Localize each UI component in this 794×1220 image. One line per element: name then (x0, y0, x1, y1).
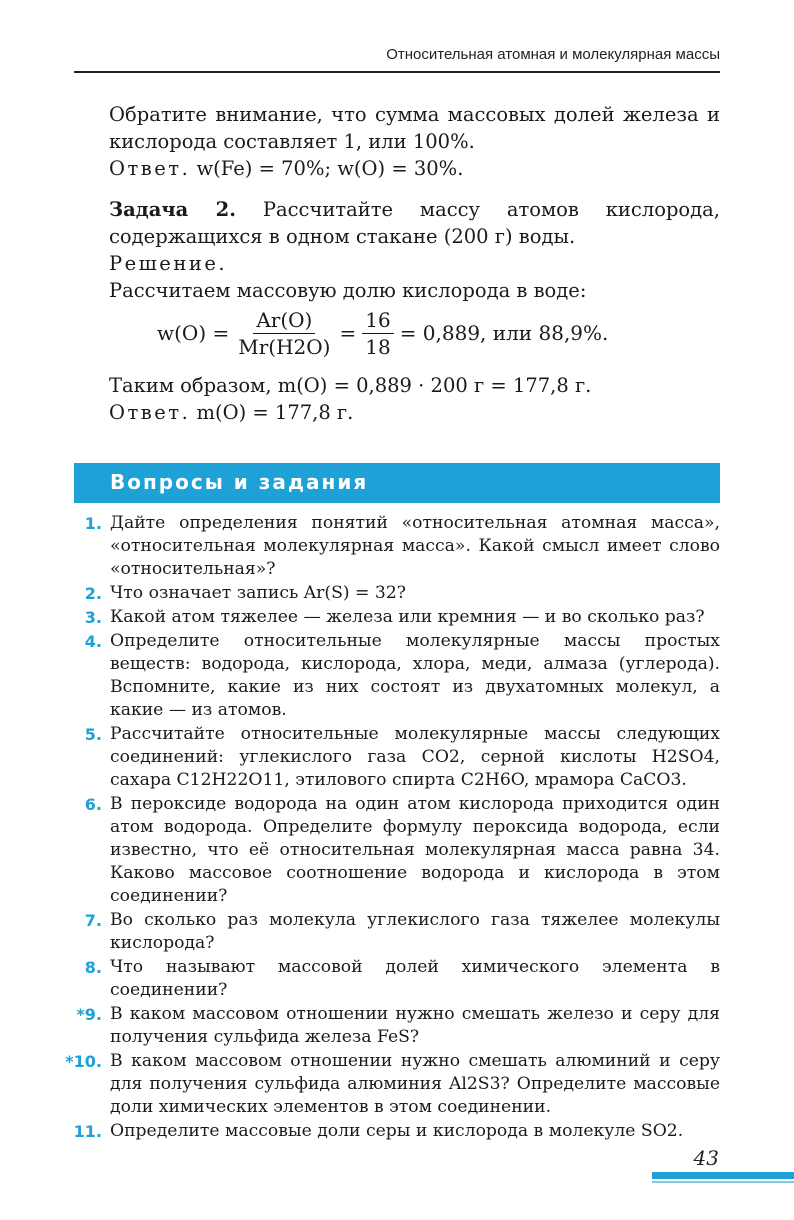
question-text: Во сколько раз молекула углекислого газа тяжелее молекулы кислорода? (110, 910, 720, 953)
fraction-ar-mr (235, 308, 333, 359)
formula-equals: = (339, 321, 357, 345)
section-title: Вопросы и задания (110, 470, 369, 494)
intro-answer (109, 155, 720, 182)
question-item (62, 1050, 720, 1119)
question-number: 4. (84, 632, 102, 651)
question-item (62, 512, 720, 581)
question-item (62, 793, 720, 908)
section-header-bar (74, 463, 720, 503)
question-number: 7. (84, 911, 102, 930)
question-text: Какой атом тяжелее — железа или кремния — и во сколько раз? (110, 607, 705, 627)
task2-statement (109, 196, 720, 250)
question-item (62, 1120, 720, 1143)
question-number: 5. (84, 725, 102, 744)
task2-block (109, 196, 720, 304)
question-number: 6. (84, 795, 102, 814)
task2-text: Рассчитайте массу атомов кислорода, содержащихся в одном стакане (200 г) воды. (109, 198, 720, 248)
answer-text: w(Fe) = 70%; w(O) = 30%. (196, 157, 464, 180)
task2-conclusion-block (109, 372, 720, 426)
question-item (62, 582, 720, 605)
question-text: Рассчитайте относительные молекулярные массы следующих соединений: углекислого газа CO2, серной кислоты H2SO4, сахара C12H22O11, этилового спирта C2H6O, мрамора CaCO3. (110, 724, 720, 790)
question-item (62, 630, 720, 722)
solution-label: Решение. (109, 252, 228, 275)
fraction-16-18 (362, 308, 393, 359)
intro-note: Обратите внимание, что сумма массовых долей железа и кислорода составляет 1, или 100%. (109, 103, 720, 153)
formula-lhs: w(O) = (157, 321, 230, 345)
question-item (62, 909, 720, 955)
footer-accent-bar (652, 1172, 794, 1179)
question-text: Определите относительные молекулярные массы простых веществ: водорода, кислорода, хлора, меди, алмаза (углерода). Вспомните, какие из них состоят из двухатомных молекул, а какие — из атомов. (110, 631, 720, 720)
question-number: 8. (84, 958, 102, 977)
task2-label: Задача 2. (109, 198, 237, 221)
question-item (62, 1003, 720, 1049)
task2-answer (109, 399, 720, 426)
answer-label: Ответ. (109, 157, 191, 180)
running-header: Относительная атомная и молекулярная массы (386, 46, 720, 63)
fraction-numerator: Ar(O) (253, 308, 315, 334)
fraction-denominator: Mr(H2O) (238, 334, 331, 359)
question-number: 2. (84, 584, 102, 603)
question-number: 11. (73, 1122, 102, 1141)
questions-list (62, 512, 720, 1144)
solution-step: Рассчитаем массовую долю кислорода в воде: (109, 279, 587, 302)
formula-result: = 0,889, или 88,9%. (399, 321, 609, 345)
question-text: Дайте определения понятий «относительная атомная масса», «относительная молекулярная масса». Какой смысл имеет слово «относительная»? (110, 513, 720, 579)
question-item (62, 723, 720, 792)
answer-label: Ответ. (109, 401, 191, 424)
question-text: Определите массовые доли серы и кислорода в молекуле SO2. (110, 1121, 684, 1141)
page-number: 43 (693, 1146, 719, 1170)
question-text: Что называют массовой долей химического элемента в соединении? (110, 957, 720, 1000)
footer-accent-line (652, 1181, 794, 1183)
question-number: *10. (65, 1052, 102, 1071)
question-text: В каком массовом отношении нужно смешать алюминий и серу для получения сульфида алюминия Al2S3? Определите массовые доли химических элементов в этом соединении. (110, 1051, 720, 1117)
fraction-numerator: 16 (362, 308, 393, 334)
question-text: Что означает запись Ar(S) = 32? (110, 583, 406, 603)
question-number: *9. (76, 1005, 102, 1024)
answer-text: m(O) = 177,8 г. (196, 401, 354, 424)
header-rule (74, 71, 720, 73)
question-text: В каком массовом отношении нужно смешать железо и серу для получения сульфида железа FeS? (110, 1004, 720, 1047)
fraction-denominator: 18 (365, 334, 391, 359)
question-text: В пероксиде водорода на один атом кислорода приходится один атом водорода. Определите формулу пероксида водорода, если известно, что её относительная молекулярная масса равна 34. Каково массовое соотношение водорода и кислорода в этом соединении? (110, 794, 720, 906)
intro-block (109, 101, 720, 182)
question-number: 1. (84, 514, 102, 533)
mass-fraction-formula (157, 303, 608, 363)
task2-conclusion: Таким образом, m(O) = 0,889 · 200 г = 177,8 г. (109, 374, 592, 397)
question-item (62, 956, 720, 1002)
question-number: 3. (84, 608, 102, 627)
question-item (62, 606, 720, 629)
